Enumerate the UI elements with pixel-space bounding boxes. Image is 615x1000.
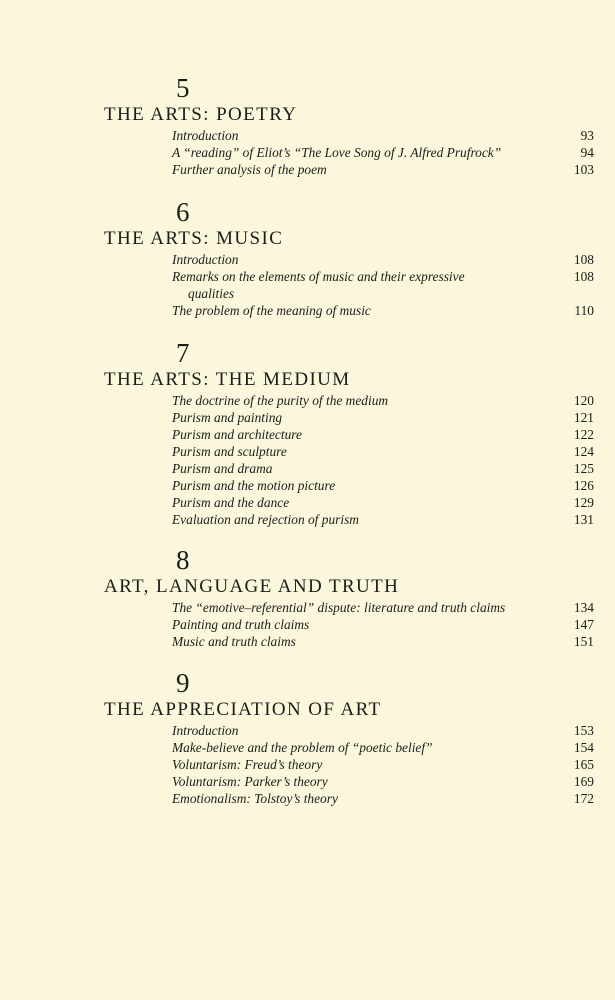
- entry-page: 120: [573, 393, 594, 408]
- entry-title: Music and truth claims: [172, 634, 296, 649]
- chapter-title: ART, LANGUAGE AND TRUTH: [104, 576, 400, 597]
- chapter-8: [104, 546, 594, 650]
- entry-title: [172, 268, 572, 302]
- toc-entry: [172, 268, 594, 302]
- entry-page: 153: [573, 723, 594, 738]
- entry-page: 110: [574, 303, 594, 318]
- entry-list: [172, 722, 594, 807]
- toc-entry: [172, 161, 594, 178]
- toc-entry: [172, 477, 594, 494]
- entry-page: 131: [573, 512, 594, 527]
- entry-title: Purism and the dance: [172, 495, 290, 510]
- entry-page: 151: [573, 634, 594, 649]
- toc-entry: [172, 599, 594, 616]
- toc-entry: [172, 722, 594, 739]
- toc-entry: [172, 392, 594, 409]
- entry-title: Make-believe and the problem of “poetic belief”: [172, 740, 433, 755]
- entry-list: [172, 392, 594, 528]
- entry-page: 169: [573, 774, 594, 789]
- entry-page: 129: [573, 495, 594, 510]
- toc-entry: [172, 251, 594, 268]
- chapter-title: THE ARTS: POETRY: [104, 104, 298, 125]
- entry-list: [172, 599, 594, 650]
- entry-title: Further analysis of the poem: [172, 162, 327, 177]
- entry-title: Introduction: [172, 128, 239, 143]
- entry-page: 94: [580, 145, 594, 160]
- entry-title: A “reading” of Eliot’s “The Love Song of J. Alfred Prufrock”: [172, 145, 502, 160]
- entry-title: Purism and painting: [172, 410, 283, 425]
- chapter-7: [104, 339, 594, 528]
- entry-title: Painting and truth claims: [172, 617, 310, 632]
- entry-list: [172, 127, 594, 178]
- entry-title: Purism and sculpture: [172, 444, 287, 459]
- chapter-number: 5: [176, 73, 190, 103]
- toc-entry: [172, 616, 594, 633]
- toc-entry: [172, 460, 594, 477]
- toc-entry: [172, 443, 594, 460]
- toc-entry: [172, 144, 594, 161]
- entry-title-continuation: qualities: [188, 286, 235, 301]
- chapter-6: [104, 198, 594, 319]
- toc-entry: [172, 494, 594, 511]
- entry-title: Purism and the motion picture: [172, 478, 336, 493]
- toc-entry: [172, 127, 594, 144]
- entry-page: 154: [573, 740, 594, 755]
- chapter-number: 6: [176, 197, 190, 227]
- toc-entry: [172, 426, 594, 443]
- entry-page: 103: [573, 162, 594, 177]
- entry-page: 147: [573, 617, 594, 632]
- entry-title-line: Remarks on the elements of music and their expressive: [172, 269, 465, 284]
- entry-page: 126: [573, 478, 594, 493]
- entry-title: Voluntarism: Freud’s theory: [172, 757, 323, 772]
- chapter-5: [104, 74, 594, 178]
- entry-page: 125: [573, 461, 594, 476]
- entry-title: The “emotive–referential” dispute: literature and truth claims: [172, 600, 506, 615]
- entry-title: Voluntarism: Parker’s theory: [172, 774, 328, 789]
- entry-page: 134: [573, 600, 594, 615]
- entry-title: Evaluation and rejection of purism: [172, 512, 359, 527]
- entry-page: 121: [573, 410, 594, 425]
- chapter-title: THE ARTS: MUSIC: [104, 228, 284, 249]
- chapter-number: 7: [176, 338, 190, 368]
- chapter-number: 9: [176, 668, 190, 698]
- entry-page: 165: [573, 757, 594, 772]
- toc-entry: [172, 302, 594, 319]
- entry-page: 122: [573, 427, 594, 442]
- entry-page: 108: [573, 252, 594, 267]
- toc-entry: [172, 633, 594, 650]
- entry-page: 124: [573, 444, 594, 459]
- toc-entry: [172, 756, 594, 773]
- toc-entry: [172, 511, 594, 528]
- entry-title: Purism and drama: [172, 461, 273, 476]
- entry-title: The problem of the meaning of music: [172, 303, 371, 318]
- entry-title: Introduction: [172, 723, 239, 738]
- entry-title: Purism and architecture: [172, 427, 302, 442]
- entry-page: 108: [573, 269, 594, 284]
- chapter-title: THE APPRECIATION OF ART: [104, 699, 382, 720]
- entry-title: The doctrine of the purity of the medium: [172, 393, 389, 408]
- entry-page: 172: [573, 791, 594, 806]
- entry-title: Introduction: [172, 252, 239, 267]
- entry-page: 93: [580, 128, 594, 143]
- entry-title: Emotionalism: Tolstoy’s theory: [172, 791, 338, 806]
- entry-list: [172, 251, 594, 319]
- toc-entry: [172, 773, 594, 790]
- toc-entry: [172, 739, 594, 756]
- chapter-title: THE ARTS: THE MEDIUM: [104, 369, 351, 390]
- toc-entry: [172, 790, 594, 807]
- chapter-9: [104, 669, 594, 807]
- chapter-number: 8: [176, 545, 190, 575]
- toc-entry: [172, 409, 594, 426]
